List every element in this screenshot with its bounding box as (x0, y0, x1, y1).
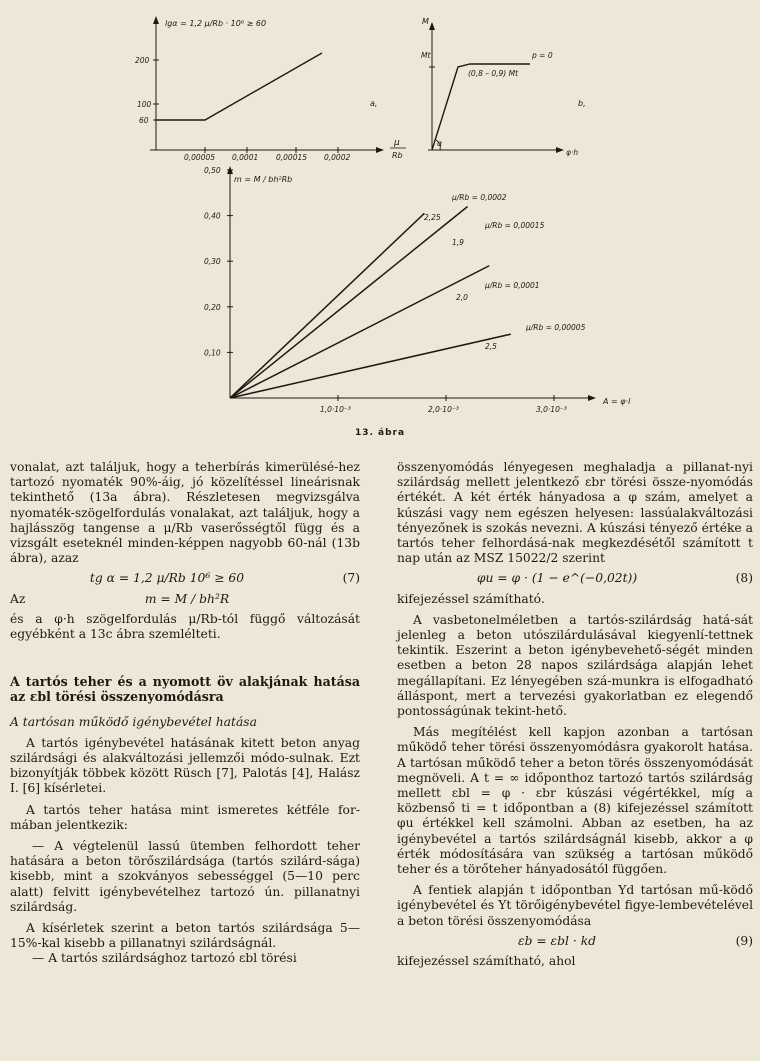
panel-a-xtick-3: 0,00015 (276, 153, 308, 162)
panel-b-curve-label: (0,8 – 0,9) Mt (468, 69, 519, 78)
panel-a-xlabel-rb: Rb (392, 151, 403, 160)
panel-a-tag: a, (370, 99, 378, 108)
panel-a-ytick-200: 200 (135, 56, 150, 65)
series-line-1 (230, 206, 468, 398)
right-column (397, 460, 753, 969)
panel-c-xlabel: A = φ·l (603, 397, 631, 406)
panel-b-alpha: α (437, 139, 443, 148)
panel-c-title: m = M / bh²Rb (234, 175, 293, 184)
right-paragraph-5: A fentiek alapján t időpontban Yd tartósan mű-ködő igénybevétel és Yt törőigénybevétel figye-lembevételével a beton törési összenyomódása (397, 883, 753, 928)
right-paragraph-4: Más megítélést kell kapjon azonban a tartósan működő teher törési összenyomódásra gyakorolt hatása. A tartósan működő teher a beton törés összenyomódását megnöveli. A t = ∞ időponthoz tartozó tartós szilárdság mellett εbl = φ · εbr kúszási végértékkel, míg a közbenső ti = t időpontban a (8) kifejezéssel számított φu értékkel kell számolni. Abban az esetben, ha az igénybevétel a tartós szilárdságnál kisebb, akkor a φ érték módosítására van szükség a tartósan működő teher és a törőteher hányadosától függően. (397, 725, 753, 877)
panel-a-ytick-100: 100 (137, 100, 152, 109)
series-line-2 (230, 266, 489, 398)
y-tick-label: 0,20 (204, 302, 221, 312)
y-tick-label: 0,30 (204, 257, 221, 267)
right-paragraph-1: összenyomódás lényegesen meghaladja a pillanat-nyi szilárdság mellett jelentkező εbr törési össze-nyomódás értékét. A két érték hányadosa a φ szám, amelyet a kúszási vagy nem egészen helyesen: lassúalakváltozási tényezőnek is szokás nevezni. A kúszási tényező értéke a tartós teher felhordásá-nak megkezdésétől számított t nap után az MSZ 15022/2 szerint (397, 460, 753, 566)
left-paragraph-5: — A végtelenül lassú ütemben felhordott teher hatására a beton törőszilárdsága (tartós szilárd-sága) kisebb, mint a szokványos sebességgel (5—10 perc alatt) felvitt igénybevételhez tartozó ún. pillanatnyi szilárdság. (10, 839, 360, 914)
x-tick-label: 3,0·10⁻³ (536, 405, 567, 414)
left-paragraph-1: vonalat, azt találjuk, hogy a teherbírás kimerülésé-hez tartozó nyomaték 90%-áig, jó közelítéssel lineárisnak tekinthető (13a ábra). Részletesen megvizsgálva nyomaték-szögelfordulás vonalakat, azt találjuk, hogy a hajlásszög tangense a μ/Rb vaserősségtől függ és a vizsgált eseteknél minden-képpen nagyobb 60-nál (13b ábra), azaz (10, 460, 360, 566)
panel-b-ytick: Mt (421, 51, 431, 60)
y-tick-label: 0,10 (204, 348, 221, 358)
x-tick-label: 2,0·10⁻³ (428, 405, 459, 414)
equation-8-formula: φu = φ · (1 − e^(−0,02t)) (476, 571, 638, 586)
figure-caption: 13. ábra (354, 428, 406, 438)
left-paragraph-4: A tartós teher hatása mint ismeretes kétféle for-mában jelentkezik: (10, 802, 360, 832)
panel-a-xtick-4: 0,0002 (324, 153, 351, 162)
section-subheading: A tartósan működő igénybevétel hatása (10, 714, 257, 729)
right-paragraph-6: kifejezéssel számítható, ahol (397, 954, 576, 969)
section-heading: A tartós teher és a nyomott öv alakjának hatása az εbl törési összenyomódásra (10, 674, 360, 705)
y-tick-label: 0,50 (204, 166, 221, 175)
panel-a-xtick-2: 0,0001 (232, 153, 259, 162)
panel-c (227, 166, 596, 401)
series-label-000005: μ/Rb = 0,00005 (526, 323, 586, 332)
equation-8-number: (8) (735, 571, 753, 586)
equation-m-formula: m = M / bh²R (144, 591, 230, 606)
series-label-000015: μ/Rb = 0,00015 (485, 221, 545, 230)
panel-a-xlabel-mu: μ (394, 138, 400, 148)
equation-7 (10, 571, 360, 586)
slope-label-19: 1,9 (452, 238, 464, 247)
panel-b (428, 22, 564, 153)
series-label-00001: μ/Rb = 0,0001 (485, 281, 540, 290)
panel-a (150, 16, 384, 153)
equation-8 (397, 571, 753, 586)
left-paragraph-3: A tartós igénybevétel hatásának kitett beton anyag szilárdsági és alakváltozási jellemzői módo-sulnak. Ezt bizonyítják többek között Rüsch [7], Palotás [4], Halász I. [6] kísérletei. (10, 735, 360, 796)
panel-a-formula: lgα = 1,2 μ/Rb · 10⁶ ≥ 60 (165, 19, 267, 28)
panel-c-ticks (204, 166, 567, 414)
panel-b-xlabel: φ·h (566, 148, 579, 157)
slope-label-25: 2,5 (485, 342, 497, 351)
equation-m-az: Az (10, 591, 26, 606)
equation-7-number: (7) (342, 571, 360, 586)
panel-a-xtick-1: 0,00005 (184, 153, 216, 162)
equation-9 (397, 934, 753, 949)
equation-7-formula: tg α = 1,2 μ/Rb 10⁶ ≥ 60 (89, 571, 245, 586)
panel-c-lines (230, 206, 511, 398)
panel-b-ylabel: M (422, 17, 429, 26)
x-tick-label: 1,0·10⁻³ (320, 405, 351, 414)
figure-13 (0, 0, 760, 425)
series-line-0 (230, 213, 424, 398)
panel-a-ytick-60: 60 (139, 116, 149, 125)
left-paragraph-7: — A tartós szilárdsághoz tartozó εbl törési (32, 951, 297, 966)
right-paragraph-2: kifejezéssel számítható. (397, 591, 545, 606)
equation-9-number: (9) (735, 933, 753, 948)
left-paragraph-6: A kísérletek szerint a beton tartós szilárdsága 5—15%-kal kisebb a pillanatnyi szilárdságnál. (10, 921, 360, 951)
slope-label-225: 2,25 (424, 213, 441, 222)
panel-b-tag: b, (578, 99, 586, 108)
y-tick-label: 0,40 (204, 211, 221, 221)
equation-9-formula: εb = εbl · kd (517, 933, 597, 948)
left-column (10, 460, 360, 967)
slope-label-20: 2,0 (456, 293, 468, 302)
series-label-0002: μ/Rb = 0,0002 (452, 193, 507, 202)
panel-b-p-label: p = 0 (532, 51, 553, 60)
panel-a-curve (156, 53, 322, 120)
equation-m (10, 592, 360, 607)
right-paragraph-3: A vasbetonelméletben a tartós-szilárdság hatá-sát jelenleg a beton utószilárdulásával kiegyenlí-tettnek tekintik. Eszerint a beton igénybevehető-ségét minden esetben a beton 28 napos szilárdsága alapján lehet megállapítani. Ez lényegében szá-munkra is elfogadható álláspont, mert a tervezési gyakorlatban ez elegendő pontosságúnak tekint-hető. (397, 612, 753, 719)
left-paragraph-2: és a φ·h szögelfordulás μ/Rb-tól függő változását egyébként a 13c ábra szemlélteti. (10, 611, 360, 642)
series-line-3 (230, 334, 511, 398)
